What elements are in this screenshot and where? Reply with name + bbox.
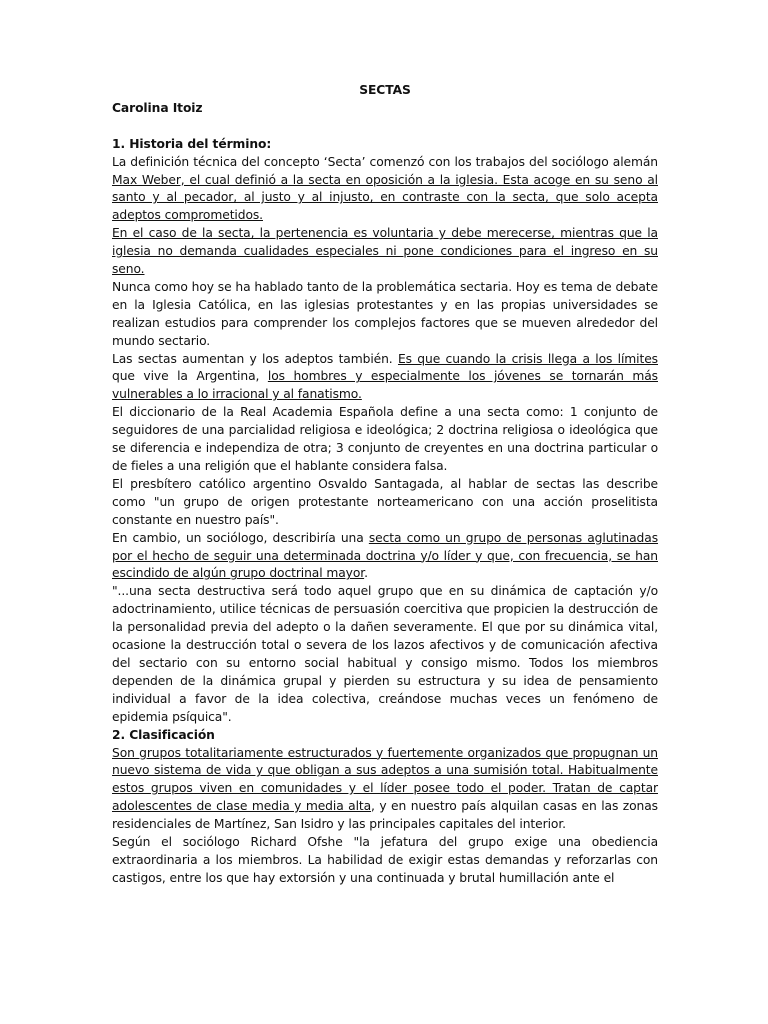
underlined-text: los hombres y especialmente los jóvenes se tornarán más vulnerables a lo irracional y al fanatismo. [112,369,658,402]
paragraph [112,225,658,279]
section-heading-historia: 1. Historia del término: [112,136,272,151]
underlined-text: secta como un grupo de personas aglutinadas por el hecho de seguir una determinada doctrina y/o líder y que, con frecuencia, se han escindido de algún grupo doctrinal mayor [112,530,659,581]
underlined-text: Max Weber, el cual definió a la secta en oposición a la iglesia. Esta acoge en su seno al santo y al pecador, al justo y al injusto, en contraste con la secta, que solo acepta adeptos comprometidos. [112,172,658,223]
paragraph-text: La definición técnica del concepto ‘Secta’ comenzó con los trabajos del sociólogo alemán [112,154,658,169]
paragraph: El presbítero católico argentino Osvaldo Santagada, al hablar de sectas las describe como "un grupo de origen protestante norteamericano con una acción proselitista constante en nuestro país". [112,476,658,527]
underlined-text: En el caso de la secta, la pertenencia es voluntaria y debe merecerse, mientras que la iglesia no demanda cualidades especiales ni pone condiciones para el ingreso en su seno. [112,226,658,277]
paragraph-text: En cambio, un sociólogo, describiría una [112,530,369,545]
paragraph-text: , y en nuestro país alquilan casas en las zonas residenciales de Martínez, San Isidro y las principales capitales del interior. [112,799,658,832]
quote-paragraph: "...una secta destructiva será todo aquel grupo que en su dinámica de captación y/o adoctrinamiento, utilice técnicas de persuasión coercitiva que propicien la destrucción de la personalidad previa del adepto o la dañen severamente. El que por su dinámica vital, ocasione la destrucción total o severa de los lazos afectivos y de comunicación afectiva del sectario con su entorno social habitual y consigo mismo. Todos los miembros dependen de la dinámica grupal y pierden su estructura y su idea de pensamiento individual a favor de la idea colectiva, creándose muchas veces un fenómeno de epidemia psíquica". [112,584,658,724]
document-title: SECTAS [359,83,411,97]
paragraph-text: Las sectas aumentan y los adeptos también. [112,351,398,366]
document-page [112,82,658,888]
author-name: Carolina Itoiz [112,100,203,115]
paragraph-text: . [364,566,368,581]
section-heading-clasificacion: 2. Clasificación [112,727,215,742]
underlined-text: Son grupos totalitariamente estructurados y fuertemente organizados que propugnan un nuevo sistema de vida y que obligan a sus adeptos a una sumisión total. Habitualmente estos grupos viven en comunidades y el líder posee todo el poder. Tratan de captar adolescentes de clase media y media alta [112,745,658,814]
paragraph-text: que vive la Argentina, [112,369,268,384]
paragraph: El diccionario de la Real Academia Española define a una secta como: 1 conjunto de seguidores de una parcialidad religiosa e ideológica; 2 doctrina religiosa o ideológica que se diferencia e independiza de otra; 3 conjunto de creyentes en una doctrina particular o de fieles a una religión que el hablante considera falsa. [112,405,658,474]
paragraph: Según el sociólogo Richard Ofshe "la jefatura del grupo exige una obediencia extraordinaria a los miembros. La habilidad de exigir estas demandas y reforzarlas con castigos, entre los que hay extorsión y una continuada y brutal humillación ante el [112,835,658,885]
paragraph [112,745,658,835]
underlined-text: Es que cuando la crisis llega a los límites [397,351,658,366]
paragraph: Nunca como hoy se ha hablado tanto de la problemática sectaria. Hoy es tema de debate en la Iglesia Católica, en las iglesias protestantes y en las propias universidades se realizan estudios para comprender los complejos factores que se mueven alrededor del mundo sectario. [112,279,658,348]
paragraph [112,154,658,226]
paragraph [112,530,658,584]
paragraph [112,351,658,405]
